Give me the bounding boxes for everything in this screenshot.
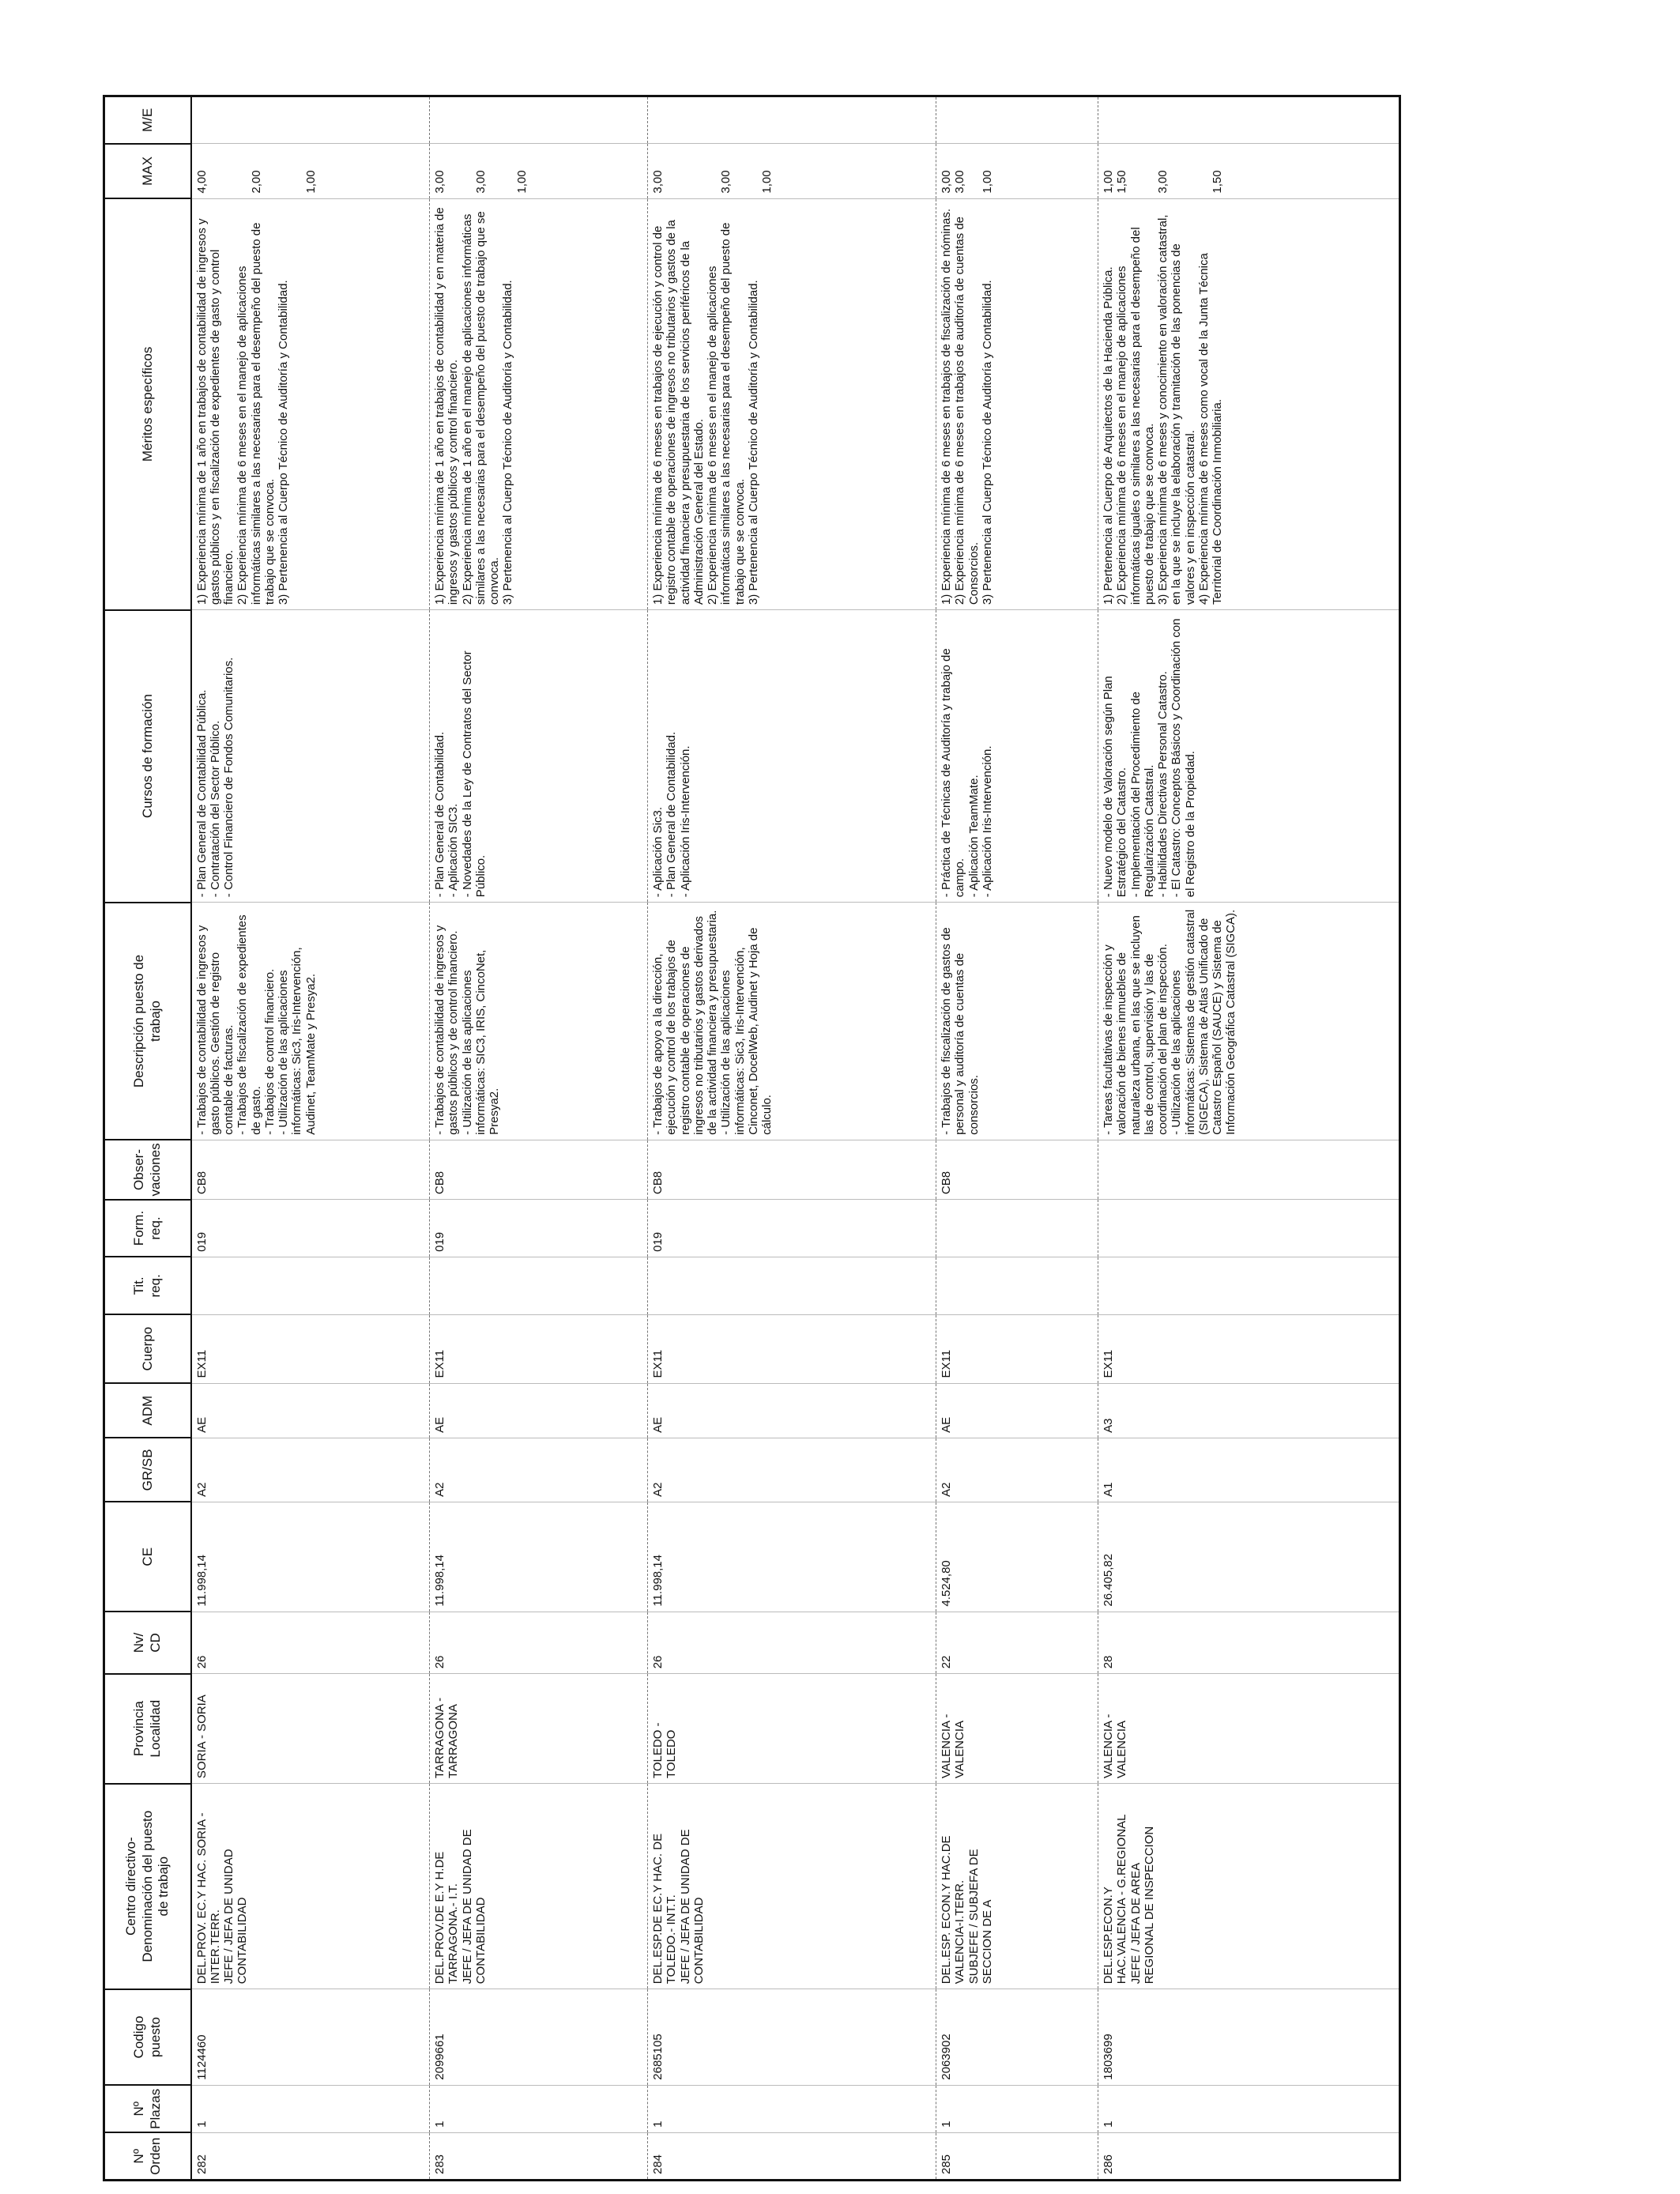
header-nivel: Nv/ CD xyxy=(104,1612,191,1674)
cell-obs: CB8 xyxy=(191,1140,430,1199)
cell-plazas: 1 xyxy=(430,2085,648,2132)
table-row xyxy=(191,96,430,2181)
header-orden: Nº Orden xyxy=(104,2132,191,2180)
header-grsb: GR/SB xyxy=(104,1438,191,1502)
cell-cuerpo: EX11 xyxy=(1098,1314,1400,1383)
header-cuerpo: Cuerpo xyxy=(104,1314,191,1383)
header-max: MAX xyxy=(104,144,191,198)
cell-grsb: A2 xyxy=(430,1438,648,1502)
cell-tit xyxy=(191,1257,430,1314)
cell-adm: AE xyxy=(936,1383,1098,1438)
header-meritos: Méritos específicos xyxy=(104,198,191,609)
cell-meritos: 1) Experiencia mínima de 6 meses en trabajos de fiscalización de nóminas. 2) Experiencia mínima de 6 meses en trabajos de auditoría de cuentas de Consorcios. 3) Pertenencia al Cuerpo Técnico de Auditoría y Contabilidad. xyxy=(936,198,1098,609)
cell-centro: DEL.ESP.ECON.Y HAC.VALENCIA - G.REGIONAL JEFE / JEFA DE AREA REGIONAL DE INSPECCION xyxy=(1098,1784,1400,1989)
cell-plazas: 1 xyxy=(191,2085,430,2132)
header-ce: CE xyxy=(104,1502,191,1612)
cell-form: 019 xyxy=(648,1200,936,1257)
cell-provincia: VALENCIA - VALENCIA xyxy=(1098,1674,1400,1784)
rotated-table-container xyxy=(103,95,1399,2181)
cell-nivel: 26 xyxy=(430,1612,648,1674)
cell-centro: DEL.ESP. ECON.Y HAC.DE VALENCIA-I.TERR. SUBJEFE / SUBJEFA DE SECCION DE A xyxy=(936,1784,1098,1989)
cell-max: 3,00 3,00 1,00 xyxy=(936,144,1098,198)
cell-plazas: 1 xyxy=(648,2085,936,2132)
header-obs: Obser- vaciones xyxy=(104,1140,191,1199)
table-row xyxy=(430,96,648,2181)
cell-me xyxy=(1098,96,1400,144)
header-me: M/E xyxy=(104,96,191,144)
cell-max: 4,00 2,00 1,00 xyxy=(191,144,430,198)
cell-descripcion: - Trabajos de fiscalización de gastos de personal y auditoría de cuentas de consorcios. xyxy=(936,903,1098,1140)
cell-meritos: 1) Experiencia mínima de 1 año en trabajos de contabilidad de ingresos y gastos públicos y en fiscalización de expedientes de gasto y control financiero. 2) Experiencia mínima de 6 meses en el manejo de aplicaciones informáticas similares a las necesarias para el desempeño del puesto de trabajo que se convoca. 3) Pertenencia al Cuerpo Técnico de Auditoría y Contabilidad. xyxy=(191,198,430,609)
cell-nivel: 26 xyxy=(648,1612,936,1674)
cell-max: 1,00 1,50 3,00 1,50 xyxy=(1098,144,1400,198)
cell-descripcion: - Trabajos de contabilidad de ingresos y gastos públicos y de control financiero. - Utilización de las aplicaciones informáticas: SIC3, IRIS, CincoNet, Presya2. xyxy=(430,903,648,1140)
header-adm: ADM xyxy=(104,1383,191,1438)
cell-ce: 11.998,14 xyxy=(430,1502,648,1612)
cell-centro: DEL.PROV.DE E.Y H.DE TARRAGONA.- I.T. JEFE / JEFA DE UNIDAD DE CONTABILIDAD xyxy=(430,1784,648,1989)
header-cursos: Cursos de formación xyxy=(104,610,191,903)
cell-obs: CB8 xyxy=(936,1140,1098,1199)
cell-codigo: 1803699 xyxy=(1098,1989,1400,2085)
cell-provincia: SORIA - SORIA xyxy=(191,1674,430,1784)
cell-cursos: - Práctica de Técnicas de Auditoría y trabajo de campo. - Aplicación TeamMate. - Aplicación Iris-Intervención. xyxy=(936,610,1098,903)
cell-nivel: 22 xyxy=(936,1612,1098,1674)
cell-tit xyxy=(648,1257,936,1314)
cell-form xyxy=(1098,1200,1400,1257)
cell-me xyxy=(936,96,1098,144)
cell-cuerpo: EX11 xyxy=(430,1314,648,1383)
cell-obs: CB8 xyxy=(430,1140,648,1199)
cell-plazas: 1 xyxy=(1098,2085,1400,2132)
job-positions-table xyxy=(103,95,1401,2181)
cell-form xyxy=(936,1200,1098,1257)
header-descripcion: Descripción puesto de trabajo xyxy=(104,903,191,1140)
cell-adm: AE xyxy=(430,1383,648,1438)
cell-meritos: 1) Experiencia mínima de 1 año en trabajos de contabilidad y en materia de ingresos y gastos públicos y control financiero. 2) Experiencia mínima de 1 año en el manejo de aplicaciones informáticas similares a las necesarias para el desempeño del puesto de trabajo que se convoca. 3) Pertenencia al Cuerpo Técnico de Auditoría y Contabilidad. xyxy=(430,198,648,609)
table-row xyxy=(936,96,1098,2181)
cell-tit xyxy=(1098,1257,1400,1314)
cell-orden: 284 xyxy=(648,2132,936,2180)
cell-meritos: 1) Pertenencia al Cuerpo de Arquitectos de la Hacienda Pública. 2) Experiencia mínima de 6 meses en el manejo de aplicaciones informáticas iguales o similares a las necesarias para el desempeño del puesto de trabajo que se convoca. 3) Experiencia mínima de 6 meses y conocimiento en valoración catastral, en la que se incluye la elaboración y tramitación de las ponencias de valores y en inspección catastral. 4) Experiencia mínima de 6 meses como vocal de la Junta Técnica Territorial de Coordinación Inmobiliaria. xyxy=(1098,198,1400,609)
cell-form: 019 xyxy=(191,1200,430,1257)
cell-descripcion: - Trabajos de contabilidad de ingresos y gasto públicos. Gestión de registro contable de facturas. - Trabajos de fiscalización de expedientes de gasto. - Trabajos de control financiero. - Utilización de las aplicaciones informáticas: Sic3, Iris-Intervención, Audinet, TeamMate y Presya2. xyxy=(191,903,430,1140)
cell-obs: CB8 xyxy=(648,1140,936,1199)
cell-centro: DEL.ESP.DE EC.Y HAC. DE TOLEDO.- INT.T. JEFE / JEFA DE UNIDAD DE CONTABILIDAD xyxy=(648,1784,936,1989)
header-row xyxy=(104,96,191,2181)
cell-grsb: A2 xyxy=(648,1438,936,1502)
cell-ce: 4.524,80 xyxy=(936,1502,1098,1612)
cell-codigo: 1124460 xyxy=(191,1989,430,2085)
cell-plazas: 1 xyxy=(936,2085,1098,2132)
header-codigo: Codigo puesto xyxy=(104,1989,191,2085)
header-centro: Centro directivo- Denominación del puesto de trabajo xyxy=(104,1784,191,1989)
cell-codigo: 2685105 xyxy=(648,1989,936,2085)
cell-grsb: A2 xyxy=(936,1438,1098,1502)
cell-tit xyxy=(936,1257,1098,1314)
cell-max: 3,00 3,00 1,00 xyxy=(430,144,648,198)
header-tit: Tit. req. xyxy=(104,1257,191,1314)
cell-adm: AE xyxy=(648,1383,936,1438)
cell-orden: 283 xyxy=(430,2132,648,2180)
cell-tit xyxy=(430,1257,648,1314)
cell-cursos: - Aplicación Sic3. - Plan General de Contabilidad. - Aplicación Iris-Intervención. xyxy=(648,610,936,903)
cell-descripcion: - Tareas facultativas de inspección y valoración de bienes inmuebles de naturaleza urbana, en las que se incluyen las de control, supervisión y las de coordinación del plan de inspección. - Utilización de las aplicaciones informáticas: Sistemas de gestión catastral (SIGECA), Sistema de Atlas Unificado de Catastro Español (SAUCE) y Sistema de Información Geográfica Catastral (SIGCA). xyxy=(1098,903,1400,1140)
cell-orden: 286 xyxy=(1098,2132,1400,2180)
header-provincia: Provincia Localidad xyxy=(104,1674,191,1784)
cell-grsb: A2 xyxy=(191,1438,430,1502)
cell-cuerpo: EX11 xyxy=(936,1314,1098,1383)
table-row xyxy=(648,96,936,2181)
cell-adm: AE xyxy=(191,1383,430,1438)
cell-cursos: - Nuevo modelo de Valoración según Plan Estratégico del Catastro. - Implementación del Procedimiento de Regularización Catastral. - Habilidades Directivas Personal Catastro. - El Catastro: Conceptos Básicos y Coordinación con el Registro de la Propiedad. xyxy=(1098,610,1400,903)
cell-obs xyxy=(1098,1140,1400,1199)
cell-orden: 285 xyxy=(936,2132,1098,2180)
cell-provincia: VALENCIA - VALENCIA xyxy=(936,1674,1098,1784)
cell-me xyxy=(191,96,430,144)
cell-cursos: - Plan General de Contabilidad. - Aplicación SIC3. - Novedades de la Ley de Contratos del Sector Público. xyxy=(430,610,648,903)
cell-meritos: 1) Experiencia mínima de 6 meses en trabajos de ejecución y control de registro contable de operaciones de ingresos no tributarios y gastos de la actividad financiera y presupuestaria de los servicios periféricos de la Administración General del Estado. 2) Experiencia mínima de 6 meses en el manejo de aplicaciones informáticas similares a las necesarias para el desempeño del puesto de trabajo que se convoca. 3) Pertenencia al Cuerpo Técnico de Auditoría y Contabilidad. xyxy=(648,198,936,609)
cell-cuerpo: EX11 xyxy=(191,1314,430,1383)
cell-ce: 11.998,14 xyxy=(648,1502,936,1612)
cell-codigo: 2063902 xyxy=(936,1989,1098,2085)
cell-grsb: A1 xyxy=(1098,1438,1400,1502)
cell-cuerpo: EX11 xyxy=(648,1314,936,1383)
cell-cursos: - Plan General de Contabilidad Pública. - Contratación del Sector Público. - Control Financiero de Fondos Comunitarios. xyxy=(191,610,430,903)
cell-me xyxy=(430,96,648,144)
header-form: Form. req. xyxy=(104,1200,191,1257)
header-plazas: Nº Plazas xyxy=(104,2085,191,2132)
cell-form: 019 xyxy=(430,1200,648,1257)
cell-provincia: TARRAGONA - TARRAGONA xyxy=(430,1674,648,1784)
cell-nivel: 28 xyxy=(1098,1612,1400,1674)
table-row xyxy=(1098,96,1400,2181)
cell-descripcion: - Trabajos de apoyo a la dirección, ejecución y control de los trabajos de registro contable de operaciones de ingresos no tributarios y gastos derivados de la actividad financiera y presupuestaria. - Utilización de las aplicaciones informáticas: Sic3, Iris-Intervención, Cinconet, DocelWeb, Audinet y Hoja de cálculo. xyxy=(648,903,936,1140)
cell-codigo: 2099661 xyxy=(430,1989,648,2085)
cell-ce: 26.405,82 xyxy=(1098,1502,1400,1612)
cell-provincia: TOLEDO - TOLEDO xyxy=(648,1674,936,1784)
cell-me xyxy=(648,96,936,144)
cell-nivel: 26 xyxy=(191,1612,430,1674)
cell-adm: A3 xyxy=(1098,1383,1400,1438)
cell-max: 3,00 3,00 1,00 xyxy=(648,144,936,198)
cell-centro: DEL.PROV. EC.Y HAC. SORIA - INTER.TERR. JEFE / JEFA DE UNIDAD CONTABILIDAD xyxy=(191,1784,430,1989)
cell-ce: 11.998,14 xyxy=(191,1502,430,1612)
cell-orden: 282 xyxy=(191,2132,430,2180)
